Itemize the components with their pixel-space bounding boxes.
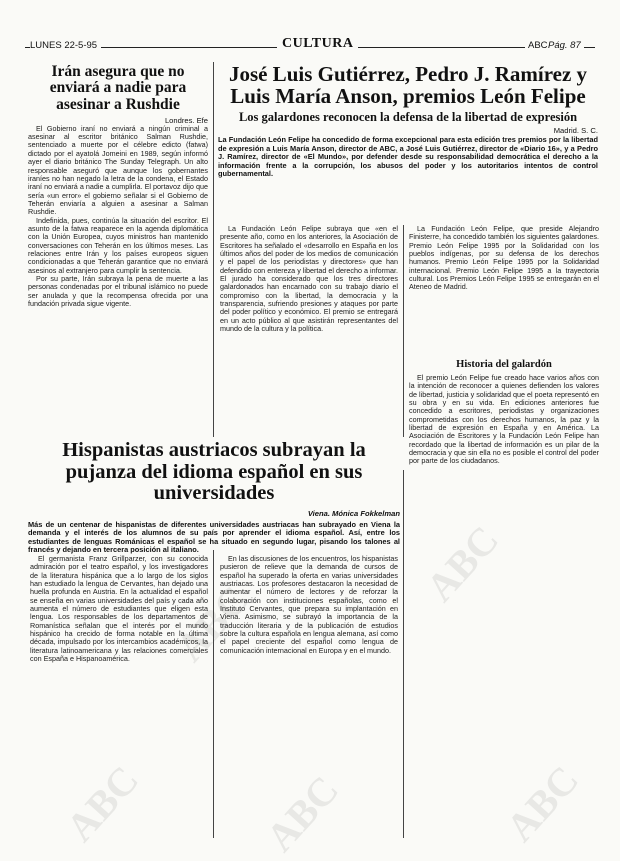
iran-headline: Irán asegura que no enviará a nadie para asesinar a Rushdie [49,63,187,113]
iran-paragraph: El Gobierno iraní no enviará a ningún criminal a asesinar al escritor británico Salman Rushdie, sentenciado a muerte por el célebre edicto (fatwa) dictado por el ayatolá Jomeini en 1989, según informó ayer el diario británico The Sunday Telegraph. Un alto responsable aseguró que aunque los gobernantes iraníes no han negado la letra de la condena, el Estado iraní no enviará a nadie a cumplirla. El portavoz dijo que sería «un error» el gobierno señalar si el Gobierno de Teherán enviaría a alguien a asesinar a Salman Rushdie. [28,124,208,217]
premios-right-column [409,225,599,826]
hispanistas-headline: Hispanistas austriacos subrayan la pujanza del idioma español en sus universidades [62,439,366,505]
header-paper: ABC [525,40,548,51]
iran-paragraph: Indefinida, pues, continúa la situación del escritor. El asunto de la fatwa reaparece en la agenda diplomática con la Unión Europea, cuyos ministros han mantenido conversaciones con Teherán en los últimos meses. Las relaciones entre Irán y los países europeos siguen condicionadas a que Teherán garantice que no enviará asesinos al extranjero para cumplir la sentencia. [28,215,208,275]
premios-body-col3: El premio León Felipe fue creado hace varios años con la intención de reconocer a quienes defienden los valores de libertad, justicia y solidaridad que el poeta representó en su obra y en su vida. En ediciones anteriores fue concedido a escritores, periodistas y organizaciones comprometidas con los derechos humanos, la paz y la libertad de expresión en España y en América. La Asociación de Escritores y la Fundación León Felipe han recordado que la libertad de información es un pilar de la democracia y que sin ella no es posible el control del poder por parte de los ciudadanos. [409,374,599,466]
iran-paragraph: Por su parte, Irán subraya la pena de muerte a las personas condenadas por el tribunal islámico no puede ser anulada y que la recompensa ofrecida por una fundación privada sigue vigente. [28,273,208,309]
header-date: LUNES 22-5-95 [30,40,101,51]
watermark-stamp: ABC [497,757,588,850]
section-title: CULTURA [277,36,358,52]
premios-body-col2: La Fundación León Felipe, que preside Alejandro Finisterre, ha concedido también los siguientes galardones. Premio León Felipe 1995 por la Solidaridad con los pueblos indígenas, por su defensa de los derechos humanos. Premio León Felipe 1995 por la Solidaridad internacional. Premio León Felipe 1995 a la trayectoria cultural. Los Premios León Felipe 1995 se entregarán en el Ateneo de Madrid. [409,225,599,292]
hispanistas-lead: Más de un centenar de hispanistas de diferentes universidades austriacas han subrayado en Viena la demanda y el interés de los alumnos de su país por aprender el idioma español. Así, entre los estudiantes de lenguas Románicas el español se ha situado en segundo lugar, pisando los talones al francés y dejando en tercera posición al italiano. [28,520,400,555]
premios-lead: La Fundación León Felipe ha concedido de forma excepcional para esta edición tres premios por la libertad de expresión a Luis María Anson, director de ABC, a José Luis Gutiérrez, director de «Diario 16», y a Pedro J. Ramírez, director de «El Mundo», por defender desde su responsabilidad democrática el derecho a la información frente a la corrupción, los abusos del poder y los autoritarios intentos de control gubernamental. [218,136,598,179]
watermark-stamp: ABC [417,517,508,610]
premios-headline: José Luis Gutiérrez, Pedro J. Ramírez y Luis María Anson, premios León Felipe [228,62,588,109]
watermark-stamp: ABC [257,767,348,860]
premios-dateline: Madrid. S. C. [553,126,598,136]
article-hispanistas [28,440,400,564]
hispanistas-body-col1: El germanista Franz Grillparzer, con su conocida admiración por el teatro español, y los investigadores de la literatura hispánica que a lo largo de los siglos han estudiado la lengua de Cervantes, han dejado una huella profunda en Austria. En la actualidad el español se enseña en varias universidades del país y cada año aumenta el número de estudiantes que eligen esta lengua. Los responsables de los departamentos de Romanística señalan que el interés por el mundo hispánico ha crecido de forma notable en la última década, impulsado por los intercambios académicos, la literatura latinoamericana y las relaciones comerciales con España e Hispanoamérica. [30,555,208,664]
watermark-stamp: ABC [57,757,148,850]
premios-body-col1: La Fundación León Felipe subraya que «en el presente año, como en los anteriores, la Asociación de Escritores ha señalado el «desarrollo en España en los últimos años del poder de los medios de comunicación y el papel de los periodistas y directores» que han defendido con entereza y libertad el derecho a informar. El jurado ha considerado que los tres directores galardonados han encarnado con su trabajo diario el compromiso con la libertad, la democracia y la transparencia, sufriendo presiones y ataques por parte del poder político y económico. El premio se entregará en un acto público al que asistirán representantes del mundo de la cultura y la política. [220,225,398,334]
page-header [0,30,620,56]
article-iran [28,64,208,430]
premios-subhead: Los galardones reconocen la defensa de la libertad de expresión [238,110,578,125]
article-premios [218,63,598,186]
hispanistas-byline: Viena. Mónica Fokkelman [307,508,400,518]
header-page: Pág. 87 [548,40,584,51]
hispanistas-body-col2: En las discusiones de los encuentros, los hispanistas pusieron de relieve que la demanda de cursos de español ha superado la oferta en varias universidades austriacas. Los profesores destacaron la necesidad de aumentar el número de lectores y de reforzar la colaboración con instituciones españolas, como el Instituto Cervantes, que prepara su implantación en Viena. Asimismo, se subrayó la importancia de la traducción literaria y de la publicación de estudios sobre la cultura española en lengua alemana, así como el papel creciente del español como lengua de comunicación internacional en Europa y en el mundo. [220,555,398,655]
iran-body [28,125,208,430]
watermark-stamp: ABC [167,577,258,670]
iran-dateline: Londres. Efe [164,115,208,125]
history-subtitle: Historia del galardón [456,359,552,370]
